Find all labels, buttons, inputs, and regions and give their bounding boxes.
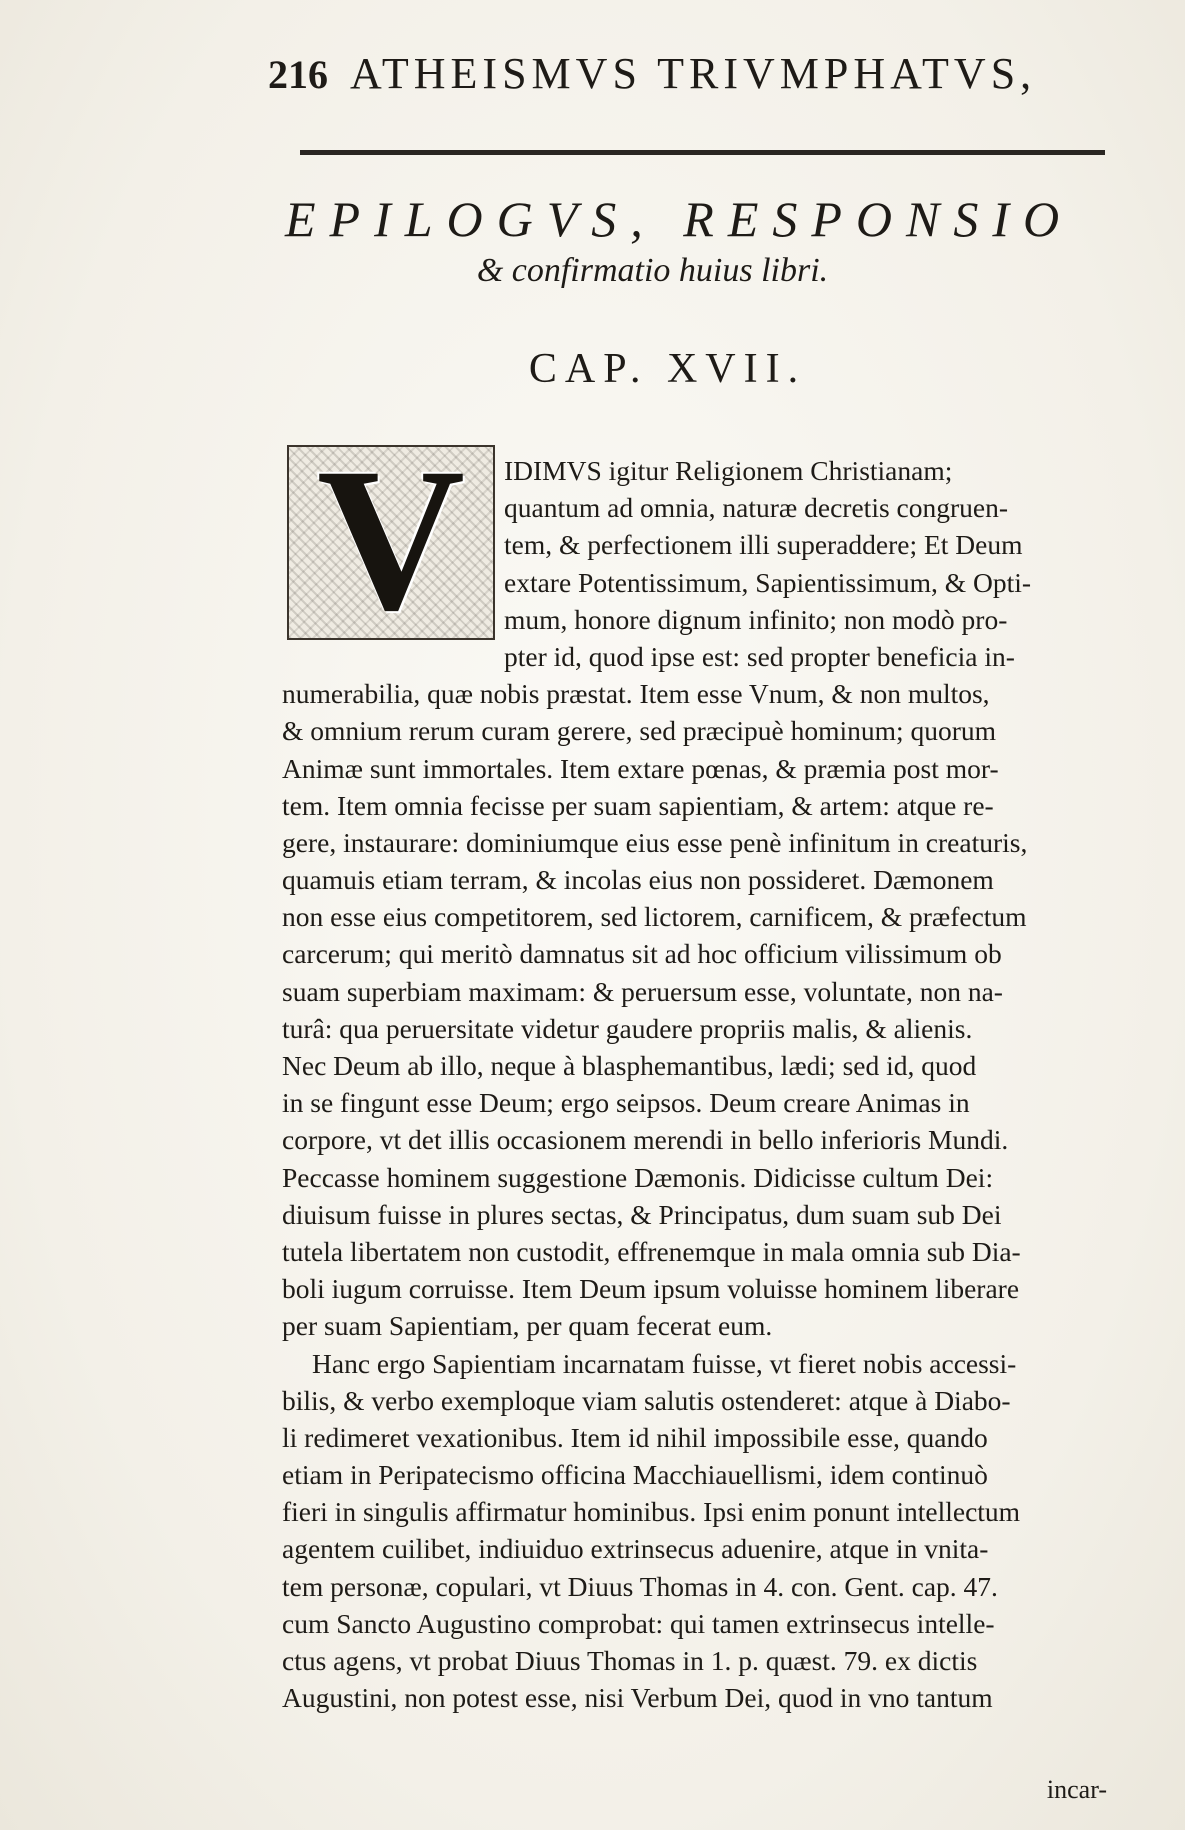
text-line: boli iugum corruisse. Item Deum ipsum voluisse hominem liberare — [282, 1273, 1020, 1305]
body-text — [282, 452, 1110, 1716]
text-line: tem. Item omnia fecisse per suam sapientiam, & artem: atque re- — [282, 789, 994, 821]
text-line: Animæ sunt immortales. Item extare pœnas, & præmia post mor- — [282, 752, 999, 784]
text-line: etiam in Peripatecismo officina Macchiauellismi, idem continuò — [282, 1459, 988, 1491]
text-line: IDIMVS igitur Religionem Christianam; — [504, 455, 953, 486]
text-line: non esse eius competitorem, sed lictorem, carnificem, & præfectum — [282, 901, 1027, 933]
chapter-title: EPILOGVS, RESPONSIO — [285, 191, 1074, 247]
text-line: extare Potentissimum, Sapientissimum, & Opti- — [504, 566, 1032, 598]
text-line: fieri in singulis affirmatur hominibus. Ipsi enim ponunt intellectum — [282, 1496, 1021, 1528]
page-number: 216 — [268, 52, 328, 97]
text-line: mum, honore dignum infinito; non modò pro- — [504, 603, 1008, 635]
text-line: tutela libertatem non custodit, effrenemque in mala omnia sub Dia- — [282, 1235, 1021, 1267]
text-line: agentem cuilibet, indiuiduo extrinsecus aduenire, atque in vnita- — [282, 1533, 989, 1565]
text-line: gere, instaurare: dominiumque eius esse penè infinitum in creaturis, — [282, 826, 1028, 858]
text-line: suam superbiam maximam: & peruersum esse, voluntate, non na- — [282, 975, 1003, 1007]
text-line: & omnium rerum curam gerere, sed præcipuè hominum; quorum — [282, 715, 997, 747]
text-line: pter id, quod ipse est: sed propter beneficia in- — [504, 640, 1015, 672]
text-line: Peccasse hominem suggestione Dæmonis. Didicisse cultum Dei: — [282, 1161, 994, 1193]
running-title: ATHEISMVS TRIVMPHATVS, — [350, 49, 1037, 98]
text-line: tem personæ, copulari, vt Diuus Thomas in 4. con. Gent. cap. 47. — [282, 1570, 998, 1602]
text-line: ctus agens, vt probat Diuus Thomas in 1. p. quæst. 79. ex dictis — [282, 1645, 978, 1676]
text-line: bilis, & verbo exemploque viam salutis ostenderet: atque à Diabo- — [282, 1384, 1011, 1416]
chapter-subtitle: & confirmatio huius libri. — [476, 252, 829, 289]
text-line: in se fingunt esse Deum; ergo seipsos. Deum creare Animas in — [282, 1087, 970, 1119]
text-line: quantum ad omnia, naturæ decretis congruen- — [504, 492, 1009, 524]
header-rule — [300, 150, 1105, 155]
text-line: carcerum; qui meritò damnatus sit ad hoc officium vilissimum ob — [282, 938, 1002, 970]
text-line: numerabilia, quæ nobis præstat. Item esse Vnum, & non multos, — [282, 678, 990, 710]
text-line: Nec Deum ab illo, neque à blasphemantibus, lædi; sed id, quod — [282, 1050, 977, 1081]
text-line: tem, & perfectionem illi superaddere; Et Deum — [504, 529, 1023, 561]
initial-letter: V — [316, 426, 466, 653]
text-line: quamuis etiam terram, & incolas eius non possideret. Dæmonem — [282, 864, 994, 896]
text-line: cum Sancto Augustino comprobat: qui tamen extrinsecus intelle- — [282, 1607, 995, 1639]
text-line: corpore, vt det illis occasionem merendi in bello inferioris Mundi. — [282, 1124, 1009, 1156]
text-line: diuisum fuisse in plures sectas, & Principatus, dum suam sub Dei — [282, 1198, 1002, 1230]
text-line: per suam Sapientiam, per quam fecerat eum. — [282, 1310, 773, 1342]
text-line: li redimeret vexationibus. Item id nihil impossibile esse, quando — [282, 1421, 988, 1453]
running-head — [268, 48, 1108, 108]
text-line: Hanc ergo Sapientiam incarnatam fuisse, vt fieret nobis accessi- — [312, 1347, 1017, 1379]
chapter-number: CAP. XVII. — [528, 346, 807, 392]
text-line: Augustini, non potest esse, nisi Verbum Dei, quod in vno tantum — [282, 1682, 993, 1714]
text-line: turâ: qua peruersitate videtur gaudere propriis malis, & alienis. — [282, 1012, 973, 1044]
catchword: incar- — [1046, 1775, 1107, 1804]
